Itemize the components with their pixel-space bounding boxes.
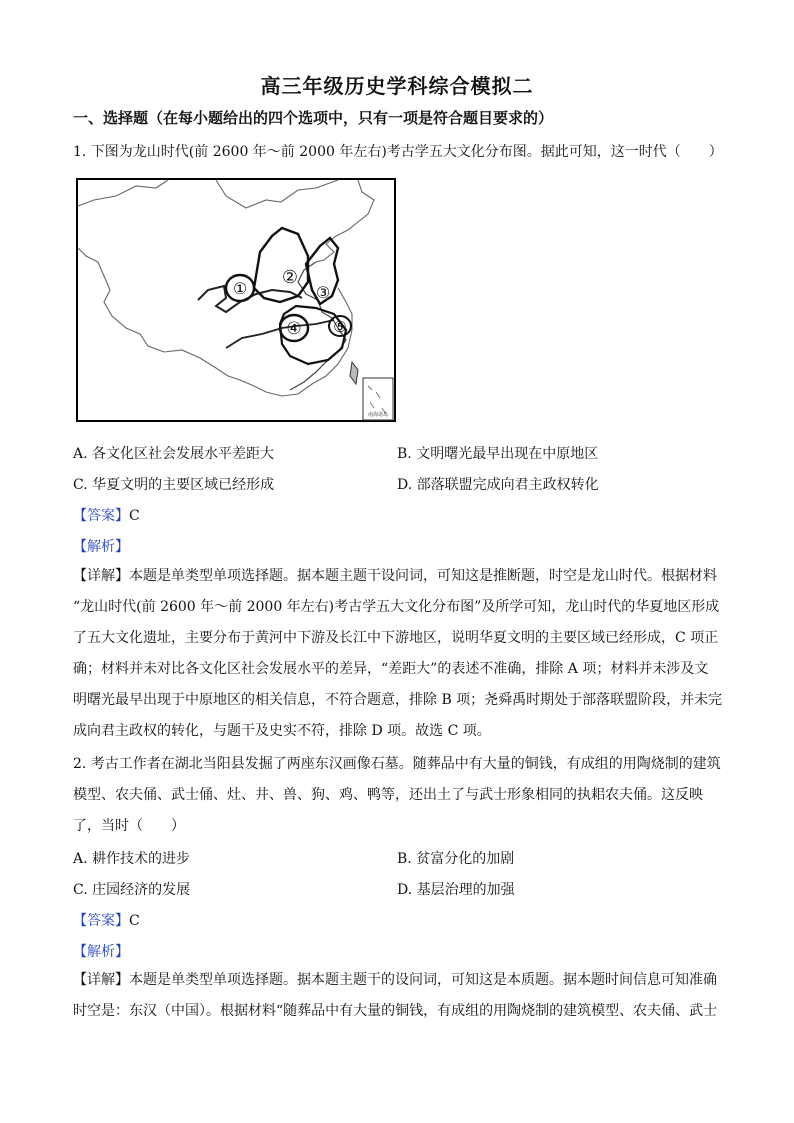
q2-analysis-tag (73, 941, 129, 961)
q1-analysis-tag (73, 536, 129, 556)
stem-line: 2. 考古工作者在湖北当阳县发掘了两座东汉画像石墓。随葬品中有大量的铜钱，有成组的用陶烧制的建筑 (73, 756, 721, 772)
answer-value: C (129, 508, 140, 524)
stem-line: 模型、农夫俑、武士俑、灶、井、兽、狗、鸡、鸭等，还出土了与武士形象相同的执耜农夫俑。这反映 (73, 787, 703, 803)
region-label-2: ② (281, 267, 299, 288)
detail-line: 时空是：东汉（中国）。根据材料“随葬品中有大量的铜钱，有成组的用陶烧制的建筑模型、农夫俑、武士 (73, 1003, 718, 1019)
q1-option-c: C. 华夏文明的主要区域已经形成 (73, 477, 275, 493)
question-2-stem (73, 749, 723, 842)
q1-option-b: B. 文明曙光最早出现在中原地区 (397, 446, 599, 462)
q2-option-d: D. 基层治理的加强 (397, 882, 515, 898)
region-label-3: ③ (315, 283, 331, 302)
region-label-1: ① (232, 279, 248, 298)
q1-answer-line (73, 505, 140, 525)
region-label-4: ④ (286, 319, 302, 339)
detail-tag: 【详解】 (73, 568, 129, 584)
q2-option-a: A. 耕作技术的进步 (73, 851, 191, 867)
detail-line: 本题是单类型单项选择题。据本题主题干设问词，可知这是推断题，时空是龙山时代。根据材料 (129, 568, 717, 584)
detail-tag: 【详解】 (73, 972, 129, 988)
region-label-5: ⑤ (333, 318, 347, 336)
answer-tag: 【答案】 (73, 508, 129, 524)
q1-option-d: D. 部落联盟完成向君主政权转化 (397, 477, 599, 493)
stem-line: 了，当时（ ） (73, 818, 185, 834)
answer-tag: 【答案】 (73, 913, 129, 929)
analysis-tag: 【解析】 (73, 539, 129, 555)
culture-distribution-map (76, 178, 396, 422)
detail-line: 了五大文化遗址，主要分布于黄河中下游及长江中下游地区，说明华夏文明的主要区域已经形成，C 项正 (73, 630, 719, 646)
detail-line: 明曙光最早出现于中原地区的相关信息，不符合题意，排除 B 项；尧舜禹时期处于部落联盟阶段，并未完 (73, 692, 723, 708)
q1-option-a: A. 各文化区社会发展水平差距大 (73, 446, 275, 462)
q2-option-b: B. 贫富分化的加剧 (397, 851, 515, 867)
q2-option-c: C. 庄园经济的发展 (73, 882, 191, 898)
inset-label: 南海诸岛 (367, 412, 389, 418)
question-1-stem: 1. 下图为龙山时代(前 2600 年～前 2000 年左右)考古学五大文化分布图。据此可知，这一时代（ ） (73, 144, 723, 160)
detail-line: 确；材料并未对比各文化区社会发展水平的差异，“差距大”的表述不准确，排除 A 项；材料并未涉及文 (73, 661, 709, 677)
answer-value: C (129, 913, 140, 929)
detail-line: 成向君主政权的转化，与题干及史实不符，排除 D 项。故选 C 项。 (73, 723, 491, 739)
q2-detail (73, 965, 723, 1027)
analysis-tag: 【解析】 (73, 944, 129, 960)
section-heading: 一、选择题（在每小题给出的四个选项中，只有一项是符合题目要求的） (73, 109, 554, 127)
detail-line: 本题是单类型单项选择题。据本题主题干的设问词，可知这是本质题。据本题时间信息可知准确 (129, 972, 717, 988)
detail-line: “龙山时代(前 2600 年～前 2000 年左右)考古学五大文化分布图”及所学可知，龙山时代的华夏地区形成 (73, 599, 720, 615)
q2-answer-line (73, 910, 140, 930)
page-title: 高三年级历史学科综合模拟二 (260, 74, 534, 98)
q1-detail (73, 561, 723, 747)
